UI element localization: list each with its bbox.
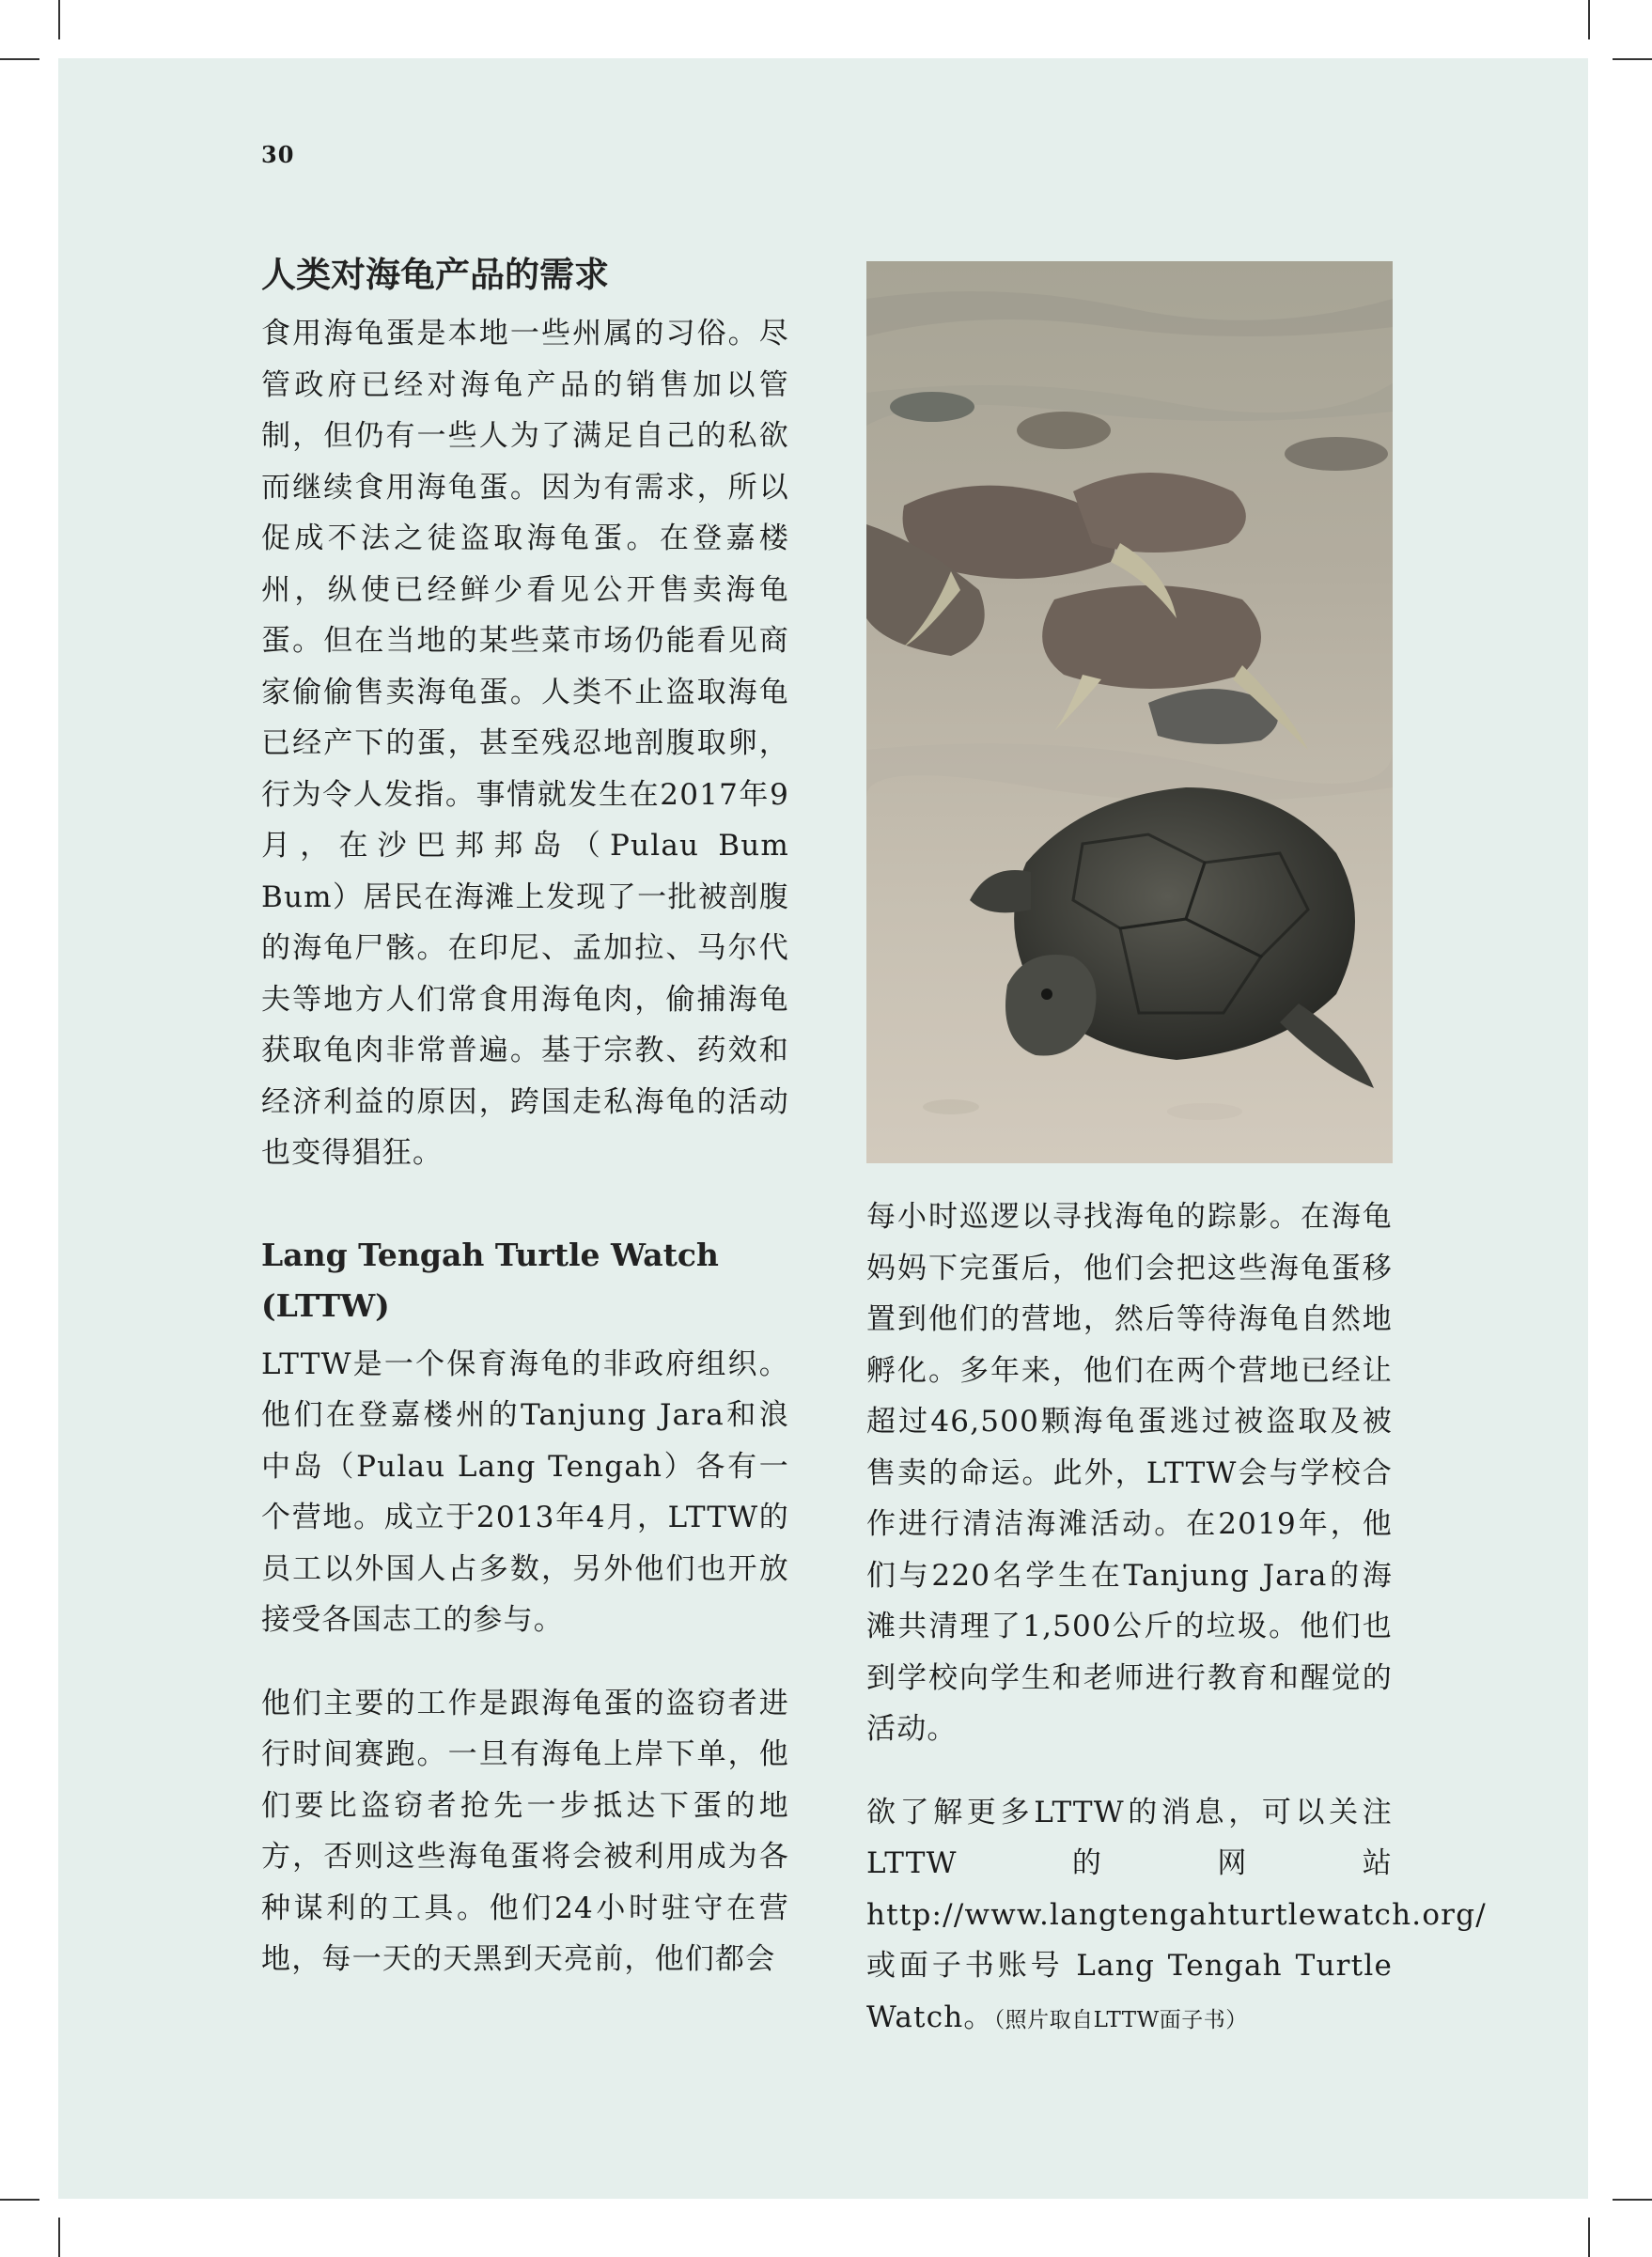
paragraph-demand: 食用海龟蛋是本地一些州属的习俗。尽管政府已经对海龟产品的销售加以管制，但仍有一些人为了满足自己的私欲而继续食用海龟蛋。因为有需求，所以促成不法之徒盗取海龟蛋。在登嘉楼州，纵使已经鲜少看见公开售卖海龟蛋。但在当地的某些菜市场仍能看见商家偷偷售卖海龟蛋。人类不止盗取海龟已经产下的蛋，甚至残忍地剖腹取卵，行为令人发指。事情就发生在2017年9月，在沙巴邦邦岛（Pulau Bum Bum）居民在海滩上发现了一批被剖腹的海龟尸骸。在印尼、孟加拉、马尔代夫等地方人们常食用海龟肉，偷捕海龟获取龟肉非常普遍。基于宗教、药效和经济利益的原因，跨国走私海龟的活动也变得猖狂。 bbox=[261, 317, 789, 1170]
page-number: 30 bbox=[261, 141, 295, 168]
crop-mark-top-left-v bbox=[58, 0, 60, 39]
contact-text: 欲了解更多LTTW的消息，可以关注LTTW的网站 http://www.langtengahturtlewatch.org/ 或面子书账号 Lang Tengah Turtle Watch。 bbox=[866, 1795, 1487, 2034]
crop-mark-top-right-h bbox=[1613, 58, 1652, 60]
right-column bbox=[866, 1191, 1487, 2046]
crop-mark-bottom-left-v bbox=[58, 2218, 60, 2257]
paragraph-lttw-work: 他们主要的工作是跟海龟蛋的盗窃者进行时间赛跑。一旦有海龟上岸下单，他们要比盗窃者抢先一步抵达下蛋的地方，否则这些海龟蛋将会被利用成为各种谋利的工具。他们24小时驻守在营地，每一天的天黑到天亮前，他们都会 bbox=[261, 1686, 789, 1976]
section-heading-demand: 人类对海龟产品的需求 bbox=[261, 254, 609, 295]
paragraph-lttw-patrol: 每小时巡逻以寻找海龟的踪影。在海龟妈妈下完蛋后，他们会把这些海龟蛋移置到他们的营地，然后等待海龟自然地孵化。多年来，他们在两个营地已经让超过46,500颗海龟蛋逃过被盗取及被售卖的命运。此外，LTTW会与学校合作进行清洁海滩活动。在2019年，他们与220名学生在Tanjung Jara的海滩共清理了1,500公斤的垃圾。他们也到学校向学生和老师进行教育和醒觉的活动。 bbox=[866, 1200, 1393, 1746]
section-heading-lttw: Lang Tengah Turtle Watch (LTTW) bbox=[261, 1236, 719, 1324]
left-column bbox=[261, 246, 789, 1985]
paragraph-lttw-contact bbox=[866, 1787, 1487, 2047]
crop-mark-top-left-h bbox=[0, 58, 39, 60]
turtle-carcasses-photo bbox=[866, 261, 1393, 1163]
crop-mark-bottom-left-h bbox=[0, 2199, 39, 2201]
crop-mark-bottom-right-h bbox=[1613, 2199, 1652, 2201]
photo-credit: （照片取自LTTW面子书） bbox=[993, 2007, 1248, 2032]
crop-mark-bottom-right-v bbox=[1588, 2218, 1590, 2257]
paragraph-lttw-intro: LTTW是一个保育海龟的非政府组织。他们在登嘉楼州的Tanjung Jara和浪中岛（Pulau Lang Tengah）各有一个营地。成立于2013年4月，LTTW的员工以外国人占多数，另外他们也开放接受各国志工的参与。 bbox=[261, 1346, 789, 1637]
crop-mark-top-right-v bbox=[1588, 0, 1590, 39]
